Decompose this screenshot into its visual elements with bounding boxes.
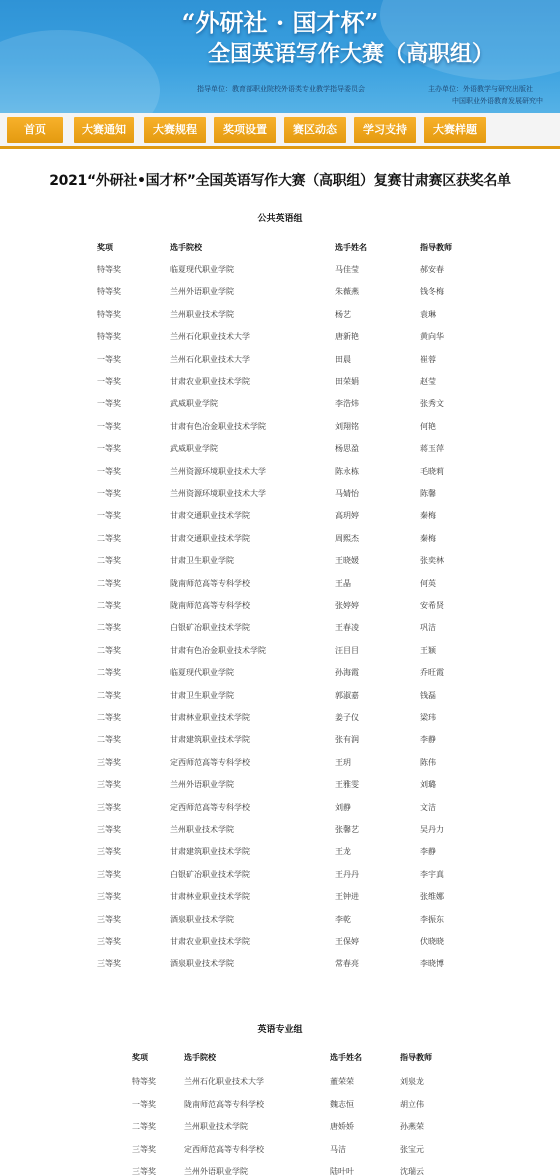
school-cell: 兰州外语职业学院 (184, 1167, 248, 1176)
award-cell: 一等奖 (97, 377, 121, 386)
student-name-cell: 陈永栋 (335, 466, 359, 476)
teacher-cell: 李宇真 (420, 869, 444, 879)
school-cell: 甘肃有色冶金职业技术学院 (170, 645, 266, 655)
teacher-cell: 袁琳 (420, 309, 436, 319)
teacher-cell: 巩洁 (420, 623, 436, 633)
teacher-cell: 何英 (420, 578, 436, 588)
table-row (0, 263, 560, 277)
school-cell: 兰州资源环境职业技术大学 (170, 466, 266, 476)
table-header-row (0, 241, 560, 255)
table-row (0, 1143, 560, 1157)
teacher-cell: 王颖 (420, 645, 436, 655)
school-cell: 甘肃林业职业技术学院 (170, 892, 250, 902)
teacher-cell: 安希贤 (420, 601, 444, 610)
section-title-public-english: 公共英语组 (257, 214, 303, 224)
school-cell: 定西师范高等专科学校 (170, 757, 250, 767)
table-row (0, 868, 560, 882)
school-cell: 武威职业学院 (170, 444, 218, 454)
school-cell: 酒泉职业技术学院 (170, 959, 234, 969)
column-header: 选手院校 (184, 1053, 216, 1062)
table-row (0, 397, 560, 411)
student-name-cell: 马婧怡 (335, 489, 359, 498)
banner-title-line2: 全国英语写作大赛（高职组） (208, 42, 495, 67)
award-cell: 特等奖 (97, 265, 121, 274)
student-name-cell: 周熙杰 (335, 533, 359, 543)
table-row (0, 711, 560, 725)
table-row (0, 353, 560, 367)
student-name-cell: 张有润 (335, 735, 359, 745)
table-row (0, 420, 560, 434)
school-cell: 兰州石化职业技术大学 (170, 332, 250, 342)
teacher-cell: 梁玮 (420, 713, 436, 722)
school-cell: 武威职业学院 (170, 399, 218, 409)
teacher-cell: 钱磊 (420, 690, 436, 700)
award-cell: 特等奖 (97, 309, 121, 319)
award-cell: 特等奖 (97, 332, 121, 342)
table-row (0, 644, 560, 658)
school-cell: 甘肃交通职业技术学院 (170, 533, 250, 543)
student-name-cell: 张婷婷 (335, 601, 359, 610)
table-row (0, 577, 560, 591)
school-cell: 临夏现代职业学院 (170, 265, 234, 274)
student-name-cell: 董荣荣 (330, 1077, 354, 1086)
teacher-cell: 伏晓晓 (420, 937, 444, 946)
student-name-cell: 唐新艳 (335, 332, 359, 342)
table-row (0, 1120, 560, 1134)
teacher-cell: 刘璐 (420, 780, 436, 790)
table-row (0, 554, 560, 568)
nav-study-support[interactable]: 学习支持 (354, 117, 416, 143)
school-cell: 定西师范高等专科学校 (170, 802, 250, 812)
header-banner (0, 0, 560, 113)
school-cell: 兰州资源环境职业技术大学 (170, 489, 266, 498)
banner-host-unit: 主办单位：外语教学与研究出版社 (428, 85, 533, 93)
table-row (0, 487, 560, 501)
teacher-cell: 黄向华 (420, 332, 444, 342)
school-cell: 酒泉职业技术学院 (170, 914, 234, 924)
table-row (0, 823, 560, 837)
table-row (0, 845, 560, 859)
table-row (0, 442, 560, 456)
award-cell: 二等奖 (97, 645, 121, 655)
column-header: 选手姓名 (330, 1053, 362, 1062)
page-title: 2021“外研社•国才杯”全国英语写作大赛（高职组）复赛甘肃赛区获奖名单 (49, 173, 511, 189)
student-name-cell: 杨思盈 (335, 444, 359, 454)
table-row (0, 599, 560, 613)
award-cell: 一等奖 (97, 421, 121, 431)
teacher-cell: 李振东 (420, 914, 444, 924)
table-row (0, 375, 560, 389)
nav-awards[interactable]: 奖项设置 (214, 117, 276, 143)
student-name-cell: 王晓媛 (335, 556, 359, 566)
table-row (0, 1098, 560, 1112)
award-cell: 三等奖 (97, 825, 121, 834)
school-cell: 白银矿冶职业技术学院 (170, 623, 250, 633)
main-nav (0, 113, 560, 149)
teacher-cell: 吴丹力 (420, 825, 444, 834)
award-cell: 二等奖 (97, 533, 121, 543)
award-cell: 二等奖 (97, 690, 121, 700)
column-header: 指导教师 (420, 243, 452, 252)
school-cell: 兰州职业技术学院 (170, 309, 234, 319)
table-header-row (0, 1051, 560, 1065)
award-cell: 一等奖 (132, 1099, 156, 1109)
teacher-cell: 胡立伟 (400, 1099, 424, 1109)
teacher-cell: 崔蓉 (420, 354, 436, 364)
table-row (0, 285, 560, 299)
student-name-cell: 王钟进 (335, 892, 359, 902)
student-name-cell: 唐娇娇 (330, 1122, 354, 1131)
nav-rules[interactable]: 大赛规程 (144, 117, 206, 143)
student-name-cell: 田晨 (335, 354, 351, 364)
school-cell: 甘肃建筑职业技术学院 (170, 847, 250, 857)
table-row (0, 509, 560, 523)
school-cell: 兰州职业技术学院 (170, 825, 234, 834)
nav-sample-questions[interactable]: 大赛样题 (424, 117, 486, 143)
award-cell: 二等奖 (97, 601, 121, 610)
teacher-cell: 张奕林 (420, 556, 444, 566)
school-cell: 甘肃卫生职业学院 (170, 690, 234, 700)
table-row (0, 308, 560, 322)
table-row (0, 913, 560, 927)
teacher-cell: 郝安春 (420, 265, 444, 274)
award-cell: 一等奖 (97, 466, 121, 476)
school-cell: 兰州石化职业技术大学 (184, 1077, 264, 1086)
table-row (0, 1165, 560, 1176)
award-cell: 二等奖 (97, 623, 121, 633)
student-name-cell: 王玥 (335, 757, 351, 767)
award-cell: 三等奖 (97, 959, 121, 969)
student-name-cell: 王雅雯 (335, 780, 359, 790)
award-cell: 三等奖 (97, 869, 121, 879)
table-row (0, 532, 560, 546)
teacher-cell: 蒋玉萍 (420, 444, 444, 454)
teacher-cell: 秦梅 (420, 511, 436, 521)
banner-title-line1: “外研社 · 国才杯” (181, 8, 379, 37)
table-row (0, 689, 560, 703)
table-row (0, 1075, 560, 1089)
table-row (0, 621, 560, 635)
school-cell: 甘肃有色冶金职业技术学院 (170, 421, 266, 431)
student-name-cell: 刘翔铭 (335, 421, 359, 431)
table-row (0, 890, 560, 904)
school-cell: 陇南师范高等专科学校 (170, 578, 250, 588)
student-name-cell: 王龙 (335, 847, 351, 857)
school-cell: 陇南师范高等专科学校 (184, 1099, 264, 1109)
teacher-cell: 文洁 (420, 802, 436, 812)
banner-host-unit-2: 中国职业外语教育发展研究中 (452, 97, 543, 105)
award-cell: 三等奖 (97, 847, 121, 857)
school-cell: 陇南师范高等专科学校 (170, 601, 250, 610)
student-name-cell: 田荣娟 (335, 377, 359, 386)
table-row (0, 778, 560, 792)
teacher-cell: 陈伟 (420, 757, 436, 767)
teacher-cell: 李静 (420, 847, 436, 857)
teacher-cell: 何艳 (420, 421, 436, 431)
student-name-cell: 姜子仪 (335, 713, 359, 722)
award-cell: 一等奖 (97, 354, 121, 364)
award-cell: 一等奖 (97, 489, 121, 498)
table-row (0, 465, 560, 479)
award-cell: 一等奖 (97, 444, 121, 454)
school-cell: 兰州外语职业学院 (170, 287, 234, 297)
student-name-cell: 汪目目 (335, 645, 359, 655)
nav-notice[interactable]: 大赛通知 (74, 117, 134, 143)
school-cell: 甘肃交通职业技术学院 (170, 511, 250, 521)
teacher-cell: 张维娜 (420, 892, 444, 902)
student-name-cell: 孙海霞 (335, 668, 359, 678)
student-name-cell: 刘静 (335, 802, 351, 812)
school-cell: 兰州外语职业学院 (170, 780, 234, 790)
school-cell: 甘肃卫生职业学院 (170, 556, 234, 566)
column-header: 指导教师 (400, 1053, 432, 1062)
teacher-cell: 孙燕荣 (400, 1122, 424, 1131)
column-header: 选手姓名 (335, 243, 367, 252)
teacher-cell: 毛晓莉 (420, 466, 444, 476)
school-cell: 甘肃农业职业技术学院 (170, 937, 250, 946)
award-cell: 二等奖 (97, 668, 121, 678)
award-cell: 三等奖 (132, 1144, 156, 1154)
school-cell: 甘肃建筑职业技术学院 (170, 735, 250, 745)
teacher-cell: 沈瑞云 (400, 1167, 424, 1176)
student-name-cell: 马洁 (330, 1144, 346, 1154)
school-cell: 定西师范高等专科学校 (184, 1144, 264, 1154)
student-name-cell: 郭淑嘉 (335, 690, 359, 700)
award-cell: 三等奖 (97, 757, 121, 767)
award-cell: 特等奖 (97, 287, 121, 297)
student-name-cell: 陆叶叶 (330, 1167, 354, 1176)
student-name-cell: 李乾 (335, 914, 351, 924)
award-cell: 三等奖 (132, 1167, 156, 1176)
student-name-cell: 王晶 (335, 578, 351, 588)
nav-region-news[interactable]: 赛区动态 (284, 117, 346, 143)
student-name-cell: 王春凌 (335, 623, 359, 633)
teacher-cell: 钱冬梅 (420, 287, 444, 297)
student-name-cell: 常春亮 (335, 959, 359, 969)
teacher-cell: 陈馨 (420, 489, 436, 498)
award-cell: 二等奖 (97, 735, 121, 745)
award-cell: 三等奖 (97, 914, 121, 924)
column-header: 奖项 (132, 1053, 148, 1062)
column-header: 奖项 (97, 243, 113, 252)
school-cell: 甘肃农业职业技术学院 (170, 377, 250, 386)
award-cell: 一等奖 (97, 399, 121, 409)
school-cell: 临夏现代职业学院 (170, 668, 234, 678)
table-row (0, 801, 560, 815)
table-row (0, 957, 560, 971)
award-cell: 三等奖 (97, 937, 121, 946)
teacher-cell: 张秀文 (420, 399, 444, 409)
award-cell: 二等奖 (97, 556, 121, 566)
column-header: 选手院校 (170, 243, 202, 252)
student-name-cell: 朱薇燕 (335, 287, 359, 297)
student-name-cell: 王保婷 (335, 937, 359, 946)
student-name-cell: 李浩炜 (335, 399, 359, 409)
award-cell: 三等奖 (97, 780, 121, 790)
student-name-cell: 高玥婷 (335, 511, 359, 521)
award-cell: 三等奖 (97, 892, 121, 902)
award-cell: 二等奖 (132, 1122, 156, 1131)
school-cell: 兰州石化职业技术大学 (170, 354, 250, 364)
table-row (0, 935, 560, 949)
teacher-cell: 李晓博 (420, 959, 444, 969)
teacher-cell: 赵莹 (420, 377, 436, 386)
nav-home[interactable]: 首页 (7, 117, 63, 143)
banner-guiding-unit: 指导单位：教育部职业院校外语类专业教学指导委员会 (197, 85, 365, 93)
school-cell: 白银矿冶职业技术学院 (170, 869, 250, 879)
student-name-cell: 杨艺 (335, 309, 351, 319)
table-row (0, 666, 560, 680)
table-row (0, 756, 560, 770)
student-name-cell: 张馨艺 (335, 825, 359, 834)
banner-decoration (0, 30, 160, 113)
school-cell: 兰州职业技术学院 (184, 1122, 248, 1131)
teacher-cell: 张宝元 (400, 1144, 424, 1154)
section-title-english-major: 英语专业组 (257, 1025, 303, 1035)
student-name-cell: 马佳莹 (335, 265, 359, 274)
teacher-cell: 刘泉龙 (400, 1077, 424, 1086)
award-cell: 三等奖 (97, 802, 121, 812)
student-name-cell: 魏志恒 (330, 1099, 354, 1109)
award-cell: 二等奖 (97, 713, 121, 722)
award-cell: 一等奖 (97, 511, 121, 521)
table-row (0, 733, 560, 747)
teacher-cell: 李静 (420, 735, 436, 745)
table-row (0, 330, 560, 344)
award-cell: 特等奖 (132, 1077, 156, 1086)
teacher-cell: 秦梅 (420, 533, 436, 543)
teacher-cell: 乔旺霞 (420, 668, 444, 678)
award-cell: 二等奖 (97, 578, 121, 588)
school-cell: 甘肃林业职业技术学院 (170, 713, 250, 722)
student-name-cell: 王丹丹 (335, 869, 359, 879)
